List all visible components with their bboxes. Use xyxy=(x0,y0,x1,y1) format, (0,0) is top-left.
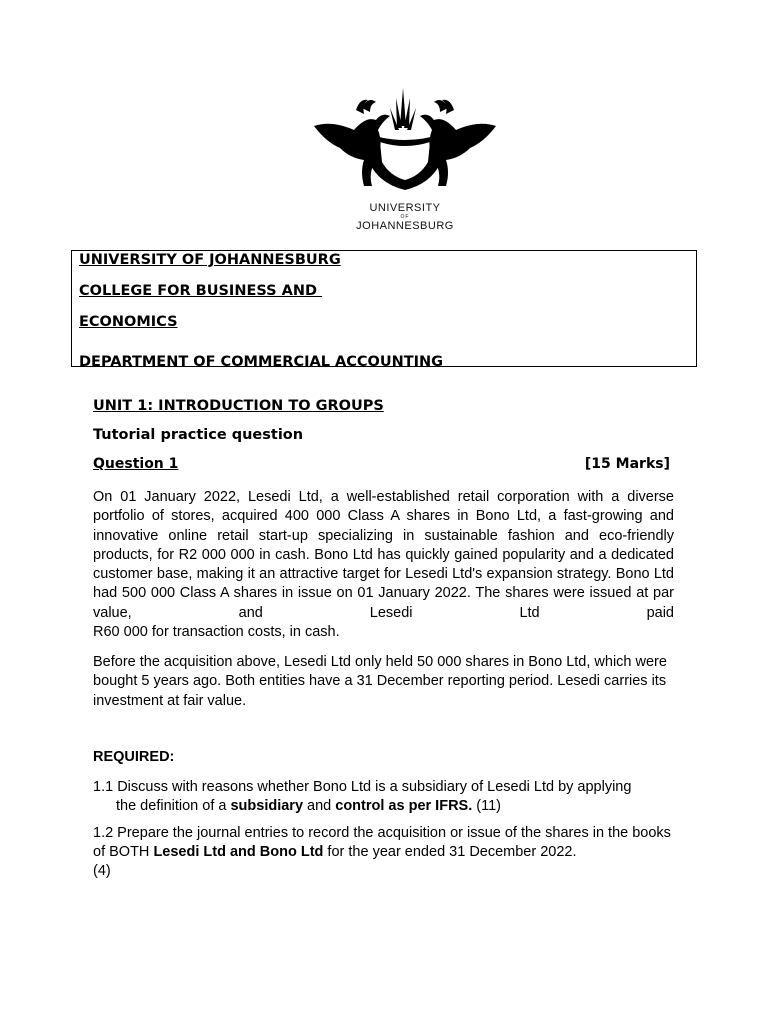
requirement-1-2-marks: (4) xyxy=(93,863,111,880)
requirement-1-1-number: 1.1 xyxy=(93,779,114,795)
logo-text-johannesburg: JOHANNESBURG xyxy=(356,220,454,232)
requirement-1-2 xyxy=(93,824,674,882)
requirement-1-1 xyxy=(93,778,674,816)
hoopoe-crest-icon xyxy=(310,86,500,198)
requirement-1-2-text-b: for the year ended 31 December 2022. xyxy=(323,844,577,861)
question-label: Question 1 xyxy=(93,456,179,472)
requirement-1-2-bold: Lesedi Ltd and Bono Ltd xyxy=(153,844,324,861)
header-college-line1: COLLEGE FOR BUSINESS AND xyxy=(79,283,323,299)
university-logo xyxy=(310,86,500,236)
required-label: REQUIRED: xyxy=(93,749,175,765)
question-heading xyxy=(93,456,674,472)
requirement-1-1-text-a: Discuss with reasons whether Bono Ltd is a subsidiary of Lesedi Ltd by applying xyxy=(117,779,632,795)
tutorial-title: Tutorial practice question xyxy=(93,427,304,443)
requirement-1-1-text-b: the definition of a xyxy=(116,798,231,814)
header-department: DEPARTMENT OF COMMERCIAL ACCOUNTING xyxy=(79,354,444,367)
logo-text-university: UNIVERSITY xyxy=(369,202,441,214)
requirement-1-1-marks: (11) xyxy=(472,798,501,814)
question-paragraph-2: Before the acquisition above, Lesedi Ltd only held 50 000 shares in Bono Ltd, which were bought 5 years ago. Both entities have a 31 December reporting period. Lesedi carries its investment at fair value. xyxy=(93,654,667,709)
paragraph-1-last-line: R60 000 for transaction costs, in cash. xyxy=(93,624,340,641)
unit-title: UNIT 1: INTRODUCTION TO GROUPS xyxy=(93,398,384,414)
question-paragraph-1 xyxy=(93,488,674,642)
header-university: UNIVERSITY OF JOHANNESBURG xyxy=(79,252,341,268)
logo-text-of: OF xyxy=(400,214,410,220)
requirement-1-1-bold-subsidiary: subsidiary xyxy=(230,798,304,814)
question-marks: [15 Marks] xyxy=(584,456,670,472)
requirement-1-1-text-c: and xyxy=(303,798,336,814)
requirement-1-1-line2 xyxy=(93,797,674,816)
requirement-1-2-text-a: 1.2 Prepare the journal entries to record the acquisition or issue of the shares in the books of BOTH xyxy=(93,825,671,861)
requirement-1-1-bold-control: control as per IFRS. xyxy=(335,798,473,814)
paragraph-1-main: On 01 January 2022, Lesedi Ltd, a well-established retail corporation with a diverse portfolio of stores, acquired 400 000 Class A shares in Bono Ltd, a fast-growing and innovative online retail start-up specializing in sustainable fashion and eco-friendly products, for R2 000 000 in cash. Bono Ltd has quickly gained popularity and a dedicated customer base, making it an attractive target for Lesedi Ltd's expansion strategy. Bono Ltd had 500 000 Class A shares in issue on 01 January 2022. The shares were issued at par value, and Lesedi Ltd paid xyxy=(93,489,674,621)
header-college-line2: ECONOMICS xyxy=(79,314,178,330)
header-box xyxy=(71,250,697,367)
